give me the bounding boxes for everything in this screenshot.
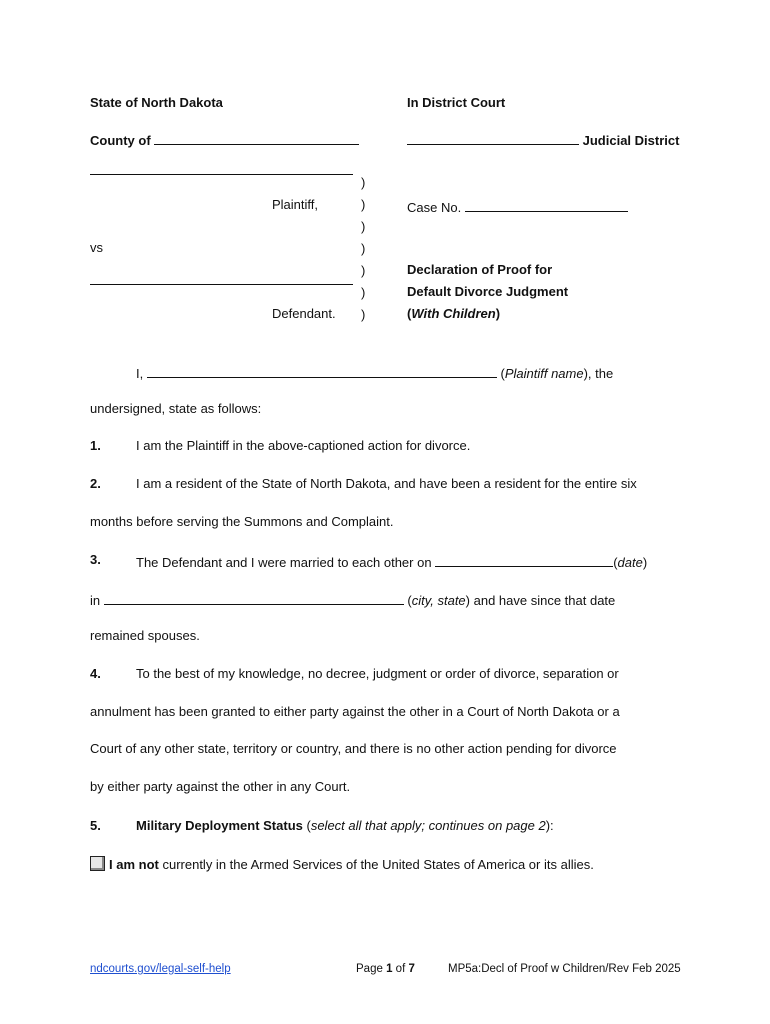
plaintiff-name-field[interactable] <box>90 174 353 175</box>
intro-prefix: I, <box>136 366 144 381</box>
paren-open: ( <box>302 818 311 833</box>
marriage-place-field[interactable] <box>104 590 404 605</box>
intro-line2: undersigned, state as follows: <box>90 401 262 416</box>
district-line <box>407 130 679 148</box>
item-number: 5. <box>90 818 101 833</box>
district-field[interactable] <box>407 130 579 145</box>
caption-paren: ) <box>361 241 366 256</box>
form-id: MP5a:Decl of Proof w Children/Rev Feb 2025 <box>448 963 681 975</box>
item-3-line2 <box>90 590 615 608</box>
item-3-line <box>136 552 647 570</box>
caption-paren: ) <box>361 263 366 278</box>
caption-paren: ) <box>361 197 366 212</box>
date-hint: date <box>617 555 643 570</box>
item-3-text: The Defendant and I were married to each other on <box>136 555 432 570</box>
item-2-text: I am a resident of the State of North Dakota, and have been a resident for the entire six <box>136 476 637 491</box>
item-4-line3: Court of any other state, territory or country, and there is no other action pending for divorce <box>90 741 617 756</box>
item-4-text: To the best of my knowledge, no decree, judgment or order of divorce, separation or <box>136 666 619 681</box>
caption-paren: ) <box>361 285 366 300</box>
paren-close: ) <box>495 306 501 321</box>
county-label: County of <box>90 133 151 148</box>
case-number-field[interactable] <box>465 197 628 212</box>
plaintiff-name-input[interactable] <box>147 363 497 378</box>
marriage-date-field[interactable] <box>435 552 613 567</box>
intro-suffix: ), the <box>583 366 614 381</box>
document-title-line2: Default Divorce Judgment <box>407 284 569 299</box>
checkbox[interactable] <box>90 856 105 871</box>
caption-paren: ) <box>361 219 366 234</box>
paren-open: ( <box>500 366 505 381</box>
page-total: 7 <box>408 963 415 975</box>
with-children-label: With Children <box>411 306 496 321</box>
defendant-name-field[interactable] <box>90 284 353 285</box>
military-status-hint: select all that apply; continues on page 2 <box>310 818 546 833</box>
item-3-suffix: ) and have since that date <box>465 593 616 608</box>
paren-close: ): <box>545 818 554 833</box>
plaintiff-name-hint: Plaintiff name <box>504 366 584 381</box>
place-hint: city, state <box>411 593 466 608</box>
district-label: Judicial District <box>582 133 680 148</box>
in-label: in <box>90 593 101 608</box>
military-status-heading: Military Deployment Status <box>136 818 303 833</box>
document-title-line3 <box>407 306 500 321</box>
defendant-label: Defendant. <box>272 306 336 321</box>
option-bold-text: I am not <box>109 857 159 872</box>
item-4-line2: annulment has been granted to either party against the other in a Court of North Dakota or a <box>90 704 620 719</box>
item-4-line4: by either party against the other in any Court. <box>90 779 351 794</box>
item-5-line <box>136 818 554 833</box>
not-in-armed-services-option[interactable] <box>90 856 594 872</box>
item-3-line3: remained spouses. <box>90 628 200 643</box>
option-text: currently in the Armed Services of the United States of America or its allies. <box>162 857 594 872</box>
county-line <box>90 130 359 148</box>
case-no-label: Case No. <box>407 200 462 215</box>
item-number: 1. <box>90 438 101 453</box>
item-2-line2: months before serving the Summons and Complaint. <box>90 514 394 529</box>
item-number: 2. <box>90 476 101 491</box>
state-heading: State of North Dakota <box>90 95 223 110</box>
page-of: of <box>395 963 406 975</box>
case-number-line <box>407 197 628 215</box>
paren-open: ( <box>407 306 412 321</box>
caption-paren: ) <box>361 307 366 322</box>
document-title-line1: Declaration of Proof for <box>407 262 553 277</box>
paren-close: ) <box>642 555 648 570</box>
county-field[interactable] <box>154 130 359 145</box>
page-prefix: Page <box>356 963 383 975</box>
paren-open: ( <box>613 555 618 570</box>
court-heading: In District Court <box>407 95 506 110</box>
item-number: 3. <box>90 552 101 567</box>
page-indicator <box>356 963 415 975</box>
page-current: 1 <box>386 963 393 975</box>
item-1-text: I am the Plaintiff in the above-captioned action for divorce. <box>136 438 471 453</box>
plaintiff-label: Plaintiff, <box>272 197 319 212</box>
item-number: 4. <box>90 666 101 681</box>
paren-open: ( <box>407 593 412 608</box>
caption-paren: ) <box>361 175 366 190</box>
intro-line <box>136 363 613 381</box>
vs-label: vs <box>90 240 103 255</box>
legal-self-help-link[interactable]: ndcourts.gov/legal-self-help <box>90 963 231 975</box>
